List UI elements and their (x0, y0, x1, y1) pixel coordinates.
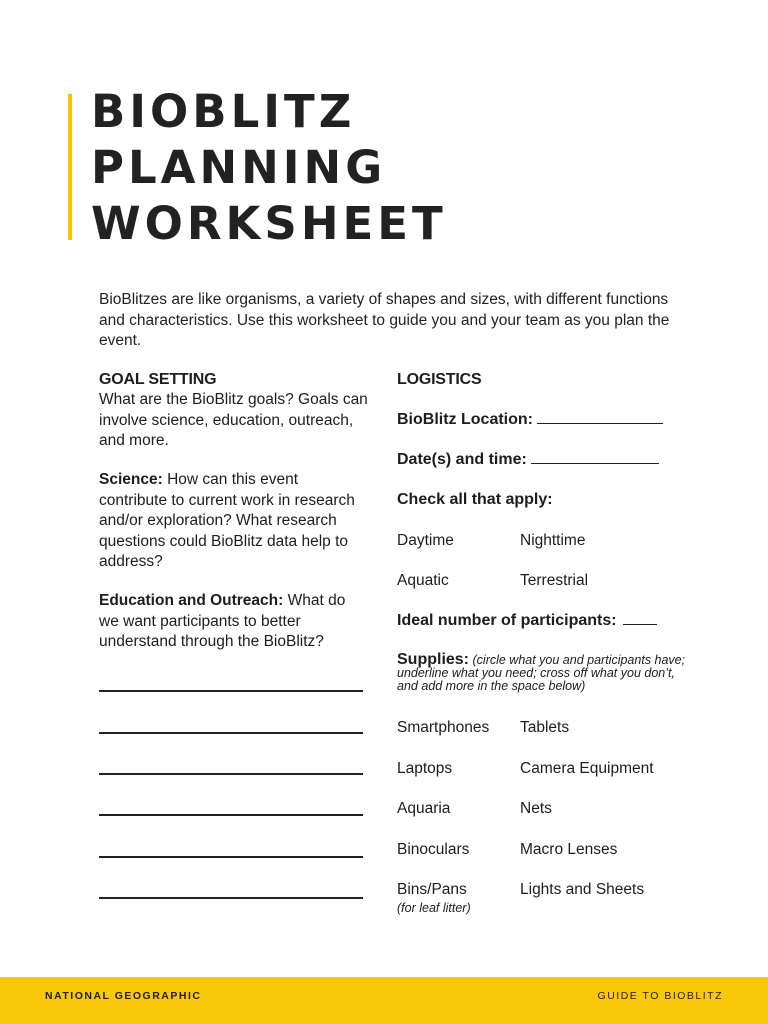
location-label: BioBlitz Location: (397, 411, 533, 428)
supply-lights-and-sheets[interactable]: Lights and Sheets (520, 881, 645, 898)
supply-bins-pans[interactable]: Bins/Pans (397, 881, 467, 898)
supplies-block (397, 653, 687, 693)
supply-binoculars[interactable]: Binoculars (397, 841, 470, 858)
goal-setting-heading: GOAL SETTING (99, 371, 217, 388)
date-field[interactable] (531, 463, 659, 464)
location-field[interactable] (537, 423, 663, 424)
supply-laptops[interactable]: Laptops (397, 760, 453, 777)
participants-field[interactable] (623, 624, 657, 625)
education-label: Education and Outreach: (99, 592, 284, 609)
education-paragraph (99, 591, 369, 653)
education-text: What do we want participants to better understand through the BioBlitz? (99, 592, 346, 650)
check-terrestrial[interactable]: Terrestrial (520, 572, 589, 589)
science-paragraph (99, 470, 369, 573)
footer-bar (0, 977, 768, 1024)
supply-tablets[interactable]: Tablets (520, 719, 570, 736)
answer-line-5[interactable] (99, 856, 363, 858)
goal-setting-column (99, 370, 369, 650)
title-line-2: PLANNING (91, 141, 387, 194)
intro-paragraph: BioBlitzes are like organisms, a variety of shapes and sizes, with different functions and characteristics. Use this worksheet to guide you and your team as you plan the event. (99, 291, 670, 349)
answer-line-2[interactable] (99, 732, 363, 734)
goal-setting-text: What are the BioBlitz goals? Goals can involve science, education, outreach, and more. (99, 391, 368, 449)
supplies-note: (circle what you and participants have; underline what you need; cross off what you don’t, and add more in the space below) (397, 653, 686, 693)
logistics-heading: LOGISTICS (397, 371, 482, 388)
bins-note: (for leaf litter) (397, 901, 471, 915)
supply-aquaria[interactable]: Aquaria (397, 800, 451, 817)
participants-label: Ideal number of participants: (397, 612, 617, 629)
logistics-column (397, 370, 697, 915)
footer-brand: NATIONAL GEOGRAPHIC (45, 990, 202, 1002)
check-heading: Check all that apply: (397, 491, 553, 508)
check-daytime[interactable]: Daytime (397, 532, 454, 549)
check-aquatic[interactable]: Aquatic (397, 572, 449, 589)
title-accent-bar (68, 94, 72, 240)
science-label: Science: (99, 471, 163, 488)
supplies-label: Supplies: (397, 651, 470, 668)
date-row (397, 450, 659, 470)
footer-guide-label: GUIDE TO BIOBLITZ (597, 990, 723, 1002)
supply-camera-equipment[interactable]: Camera Equipment (520, 760, 654, 777)
answer-line-6[interactable] (99, 897, 363, 899)
answer-line-3[interactable] (99, 773, 363, 775)
participants-row (397, 611, 657, 631)
answer-line-1[interactable] (99, 690, 363, 692)
title-line-1: BIOBLITZ (91, 85, 356, 138)
answer-line-4[interactable] (99, 814, 363, 816)
supply-nets[interactable]: Nets (520, 800, 552, 817)
date-label: Date(s) and time: (397, 451, 527, 468)
supply-smartphones[interactable]: Smartphones (397, 719, 490, 736)
supply-macro-lenses[interactable]: Macro Lenses (520, 841, 618, 858)
location-row (397, 410, 663, 430)
check-nighttime[interactable]: Nighttime (520, 532, 586, 549)
title-line-3: WORKSHEET (91, 197, 447, 250)
science-text: How can this event contribute to current work in research and/or exploration? What research questions could BioBlitz data help to address? (99, 471, 355, 570)
page-title (91, 84, 447, 252)
